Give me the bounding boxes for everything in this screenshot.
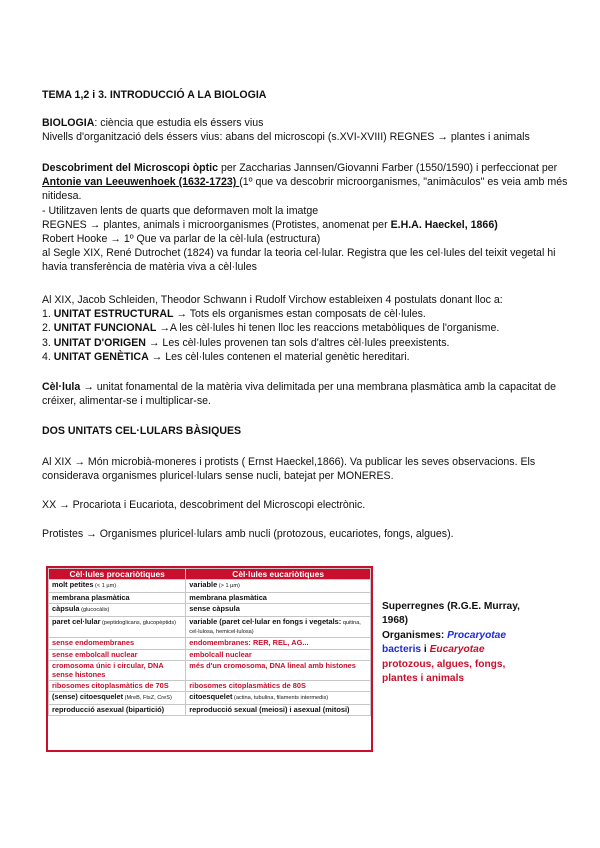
eucariotic-cell: ribosomes citoplasmàtics de 80S bbox=[186, 681, 371, 692]
postulat-item: 2. UNITAT FUNCIONAL →A les cèl·lules hi tenen lloc les reaccions metabòliques de l'organisme. bbox=[42, 322, 500, 335]
cell-comparison-table bbox=[48, 568, 371, 716]
eucariotic-cell: citoesquelet (actina, tubulina, filaments intermedis) bbox=[186, 692, 371, 704]
table-row bbox=[49, 692, 371, 704]
biologia-definition bbox=[42, 116, 572, 144]
table-row bbox=[49, 704, 371, 715]
eucariotic-cell: embolcall nuclear bbox=[186, 649, 371, 660]
procariotic-cell: reproducció asexual (bipartició) bbox=[49, 704, 186, 715]
header-eucariotiques: Cèl·lules eucariòtiques bbox=[186, 569, 371, 580]
procariotic-cell: sense endomembranes bbox=[49, 638, 186, 649]
page-title: TEMA 1,2 i 3. INTRODUCCIÓ A LA BIOLOGIA bbox=[42, 89, 267, 101]
table-row bbox=[49, 616, 371, 638]
eucariotic-cell: endomembranes: RER, REL, AG... bbox=[186, 638, 371, 649]
eucaryotae-term: Eucaryotae bbox=[429, 644, 485, 656]
table-row bbox=[49, 592, 371, 603]
bacteris-term: bacteris bbox=[382, 644, 422, 656]
procariotic-cell: ribosomes citoplasmàtics de 70S bbox=[49, 681, 186, 692]
cellula-term: Cèl·lula bbox=[42, 381, 81, 393]
conjunction: i bbox=[421, 644, 430, 656]
desc-term: Descobriment del Microscopi òptic bbox=[42, 162, 219, 174]
monera-paragraph: Al XIX → Món microbià-moneres i protists ( Ernst Haeckel,1866). Va publicar les seves observacions. Els considerava organismes pluricel·lulars sense nucli, batejat per MONERES. bbox=[42, 456, 536, 483]
eucariotic-cell: sense càpsula bbox=[186, 604, 371, 616]
protistes-paragraph: Protistes → Organismes pluricel·lulars amb nucli (protozous, eucariotes, fongs, algues). bbox=[42, 528, 454, 540]
procariotic-cell: membrana plasmàtica bbox=[49, 592, 186, 603]
table-row bbox=[49, 638, 371, 649]
hooke-line: Robert Hooke → 1º Que va parlar de la cèl·lula (estructura) bbox=[42, 233, 321, 246]
table-row bbox=[49, 580, 371, 592]
postulat-item: 4. UNITAT GENÈTICA → Les cèl·lules contenen el material genètic hereditari. bbox=[42, 350, 410, 363]
procariotic-cell: sense embolcall nuclear bbox=[49, 649, 186, 660]
table-row bbox=[49, 681, 371, 692]
eucariotic-cell: membrana plasmàtica bbox=[186, 592, 371, 603]
procariotic-cell: molt petites (< 1 µm) bbox=[49, 580, 186, 592]
eucaryotae-list: protozous, algues, fongs, plantes i animals bbox=[382, 658, 506, 685]
lents-line: - Utilitzaven lents de quarts que deformaven molt la imatge bbox=[42, 204, 319, 217]
nivells-line: Nivells d'organització dels éssers vius: abans del microscopi (s.XVI-XVIII) REGNES → plantes i animals bbox=[42, 131, 530, 144]
microscope-paragraph bbox=[42, 161, 572, 275]
organismes-label: Organismes: bbox=[382, 629, 448, 641]
superregnes-line: Superregnes (R.G.E. Murray, 1968) bbox=[382, 601, 520, 627]
table-row bbox=[49, 649, 371, 660]
postulats-paragraph bbox=[42, 293, 572, 364]
cellula-def: → unitat fonamental de la matèria viva delimitada per una membrana plasmàtica amb la capacitat de créixer, alimentar-se i multiplicar-se. bbox=[42, 381, 557, 408]
table-row bbox=[49, 604, 371, 616]
biologia-def: : ciència que estudia els éssers vius bbox=[94, 117, 264, 129]
desc-text: per Zaccharias Jannsen/Giovanni Farber (1550/1590) i perfeccionat per bbox=[218, 162, 558, 174]
table-header-row bbox=[49, 569, 371, 580]
procariotic-cell: cromosoma únic i circular, DNA sense histones bbox=[49, 661, 186, 681]
header-procariotiques: Cèl·lules procariòtiques bbox=[49, 569, 186, 580]
superregnes-note bbox=[382, 600, 532, 686]
desc-text-2: (1º que va descobrir microorganismes, "animàculos" es veia amb més nitidesa. bbox=[42, 176, 568, 203]
leeuwenhoek-link: Antonie van Leeuwenhoek (1632-1723) bbox=[42, 176, 240, 189]
haeckel-name: E.H.A. Haeckel, 1866) bbox=[390, 218, 498, 231]
cellula-definition bbox=[42, 380, 572, 408]
section-heading: DOS UNITATS CEL·LULARS BÀSIQUES bbox=[42, 425, 242, 437]
procariotic-cell: càpsula (glucocàlix) bbox=[49, 604, 186, 616]
table-row bbox=[49, 661, 371, 681]
procariotic-cell: (sense) citoesquelet (MreB, FtsZ, CreS) bbox=[49, 692, 186, 704]
eucariotic-cell: variable (paret cel·lular en fongs i vegetals: quitina, cel·lulosa, hemicel·lulosa) bbox=[186, 616, 371, 638]
eucariotic-cell: més d'un cromosoma, DNA lineal amb histones bbox=[186, 661, 371, 681]
regnes-line: REGNES → plantes, animals i microorganismes (Protistes, anomenat per bbox=[42, 218, 391, 231]
eucariotic-cell: reproducció sexual (meiosi) i asexual (mitosi) bbox=[186, 704, 371, 715]
eucariotic-cell: variable (> 1 µm) bbox=[186, 580, 371, 592]
postulats-intro: Al XIX, Jacob Schleiden, Theodor Schwann i Rudolf Virchow estableixen 4 postulats donant lloc a: bbox=[42, 294, 503, 306]
postulat-item: 1. UNITAT ESTRUCTURAL → Tots els organismes estan composats de cèl·lules. bbox=[42, 308, 426, 321]
procariotic-cell: paret cel·lular (peptidoglicans, glucopèptids) bbox=[49, 616, 186, 638]
procaryotae-term: Procaryotae bbox=[447, 629, 507, 641]
postulat-item: 3. UNITAT D'ORIGEN → Les cèl·lules provenen tan sols d'altres cèl·lules preexistents. bbox=[42, 336, 450, 349]
dutrochet-line: al Segle XIX, René Dutrochet (1824) va fundar la teoria cel·lular. Registra que les cel·lules del teixit vegetal hi havia transferència de matèria viva a cèl·lules bbox=[42, 247, 556, 274]
biologia-term: BIOLOGIA bbox=[42, 117, 95, 129]
xx-paragraph: XX → Procariota i Eucariota, descobriment del Microscopi electrònic. bbox=[42, 499, 366, 511]
